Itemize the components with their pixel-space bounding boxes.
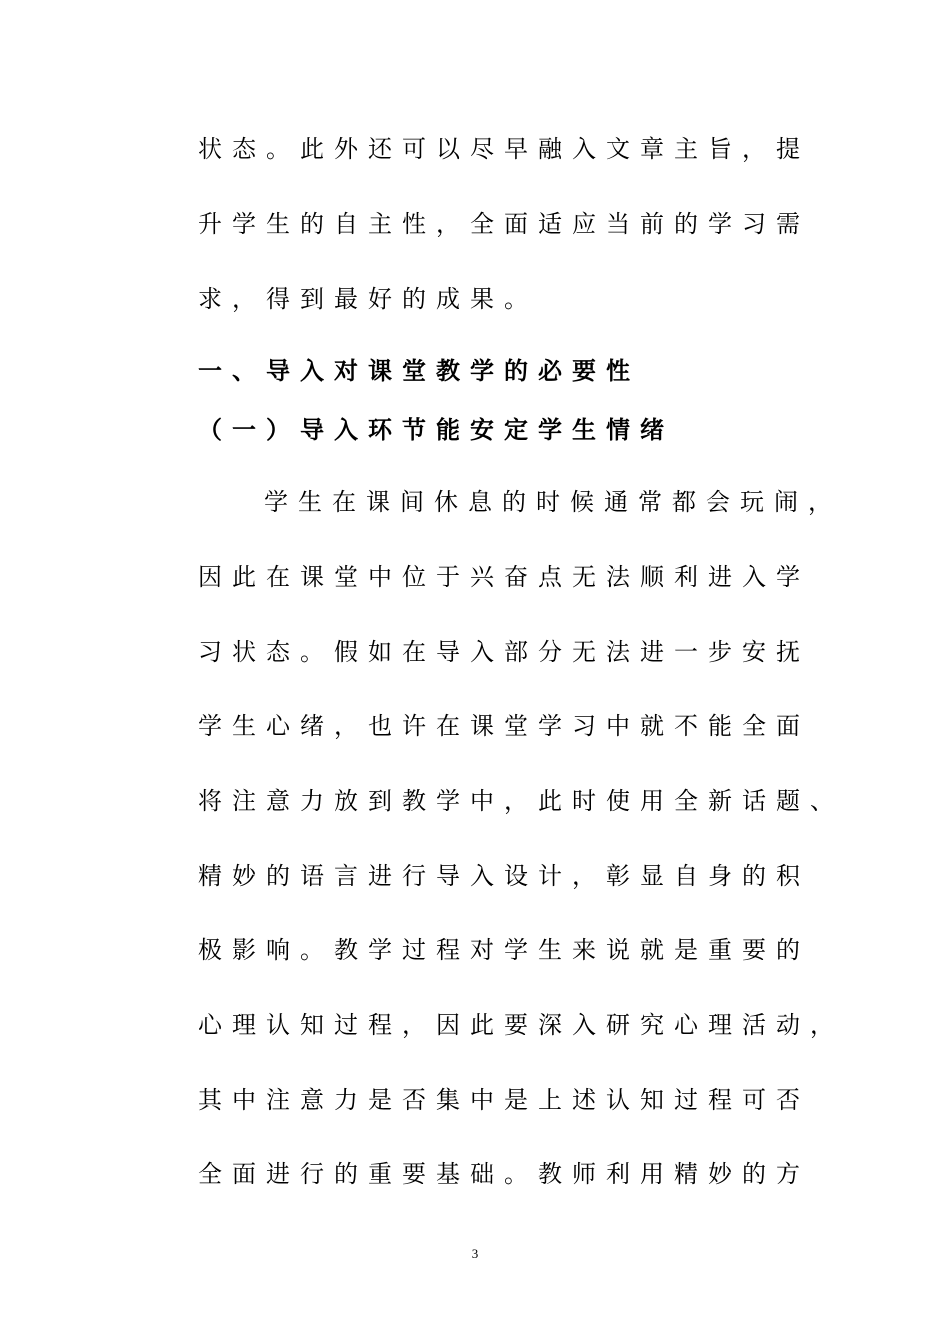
paragraph-line: 将注意力放到教学中，此时使用全新话题、 <box>198 787 844 815</box>
paragraph-line: 心理认知过程，因此要深入研究心理活动， <box>198 1011 844 1039</box>
paragraph-line: 升学生的自主性，全面适应当前的学习需 <box>198 210 810 238</box>
paragraph-line: 学生在课间休息的时候通常都会玩闹， <box>264 488 842 516</box>
paragraph-line: 学生心绪，也许在课堂学习中就不能全面 <box>198 712 810 740</box>
page-number: 3 <box>471 1246 479 1261</box>
paragraph-line: 状态。此外还可以尽早融入文章主旨，提 <box>198 135 810 163</box>
paragraph-line: 习状态。假如在导入部分无法进一步安抚 <box>198 638 810 666</box>
paragraph-line: 求，得到最好的成果。 <box>198 285 538 313</box>
section-heading: 一、导入对课堂教学的必要性 <box>198 357 640 385</box>
paragraph-line: 因此在课堂中位于兴奋点无法顺利进入学 <box>198 563 810 591</box>
paragraph-line: 其中注意力是否集中是上述认知过程可否 <box>198 1086 810 1114</box>
subsection-heading: （一）导入环节能安定学生情绪 <box>198 416 674 444</box>
paragraph-line: 全面进行的重要基础。教师利用精妙的方 <box>198 1160 810 1188</box>
paragraph-line: 极影响。教学过程对学生来说就是重要的 <box>198 936 810 964</box>
paragraph-line: 精妙的语言进行导入设计，彰显自身的积 <box>198 862 810 890</box>
